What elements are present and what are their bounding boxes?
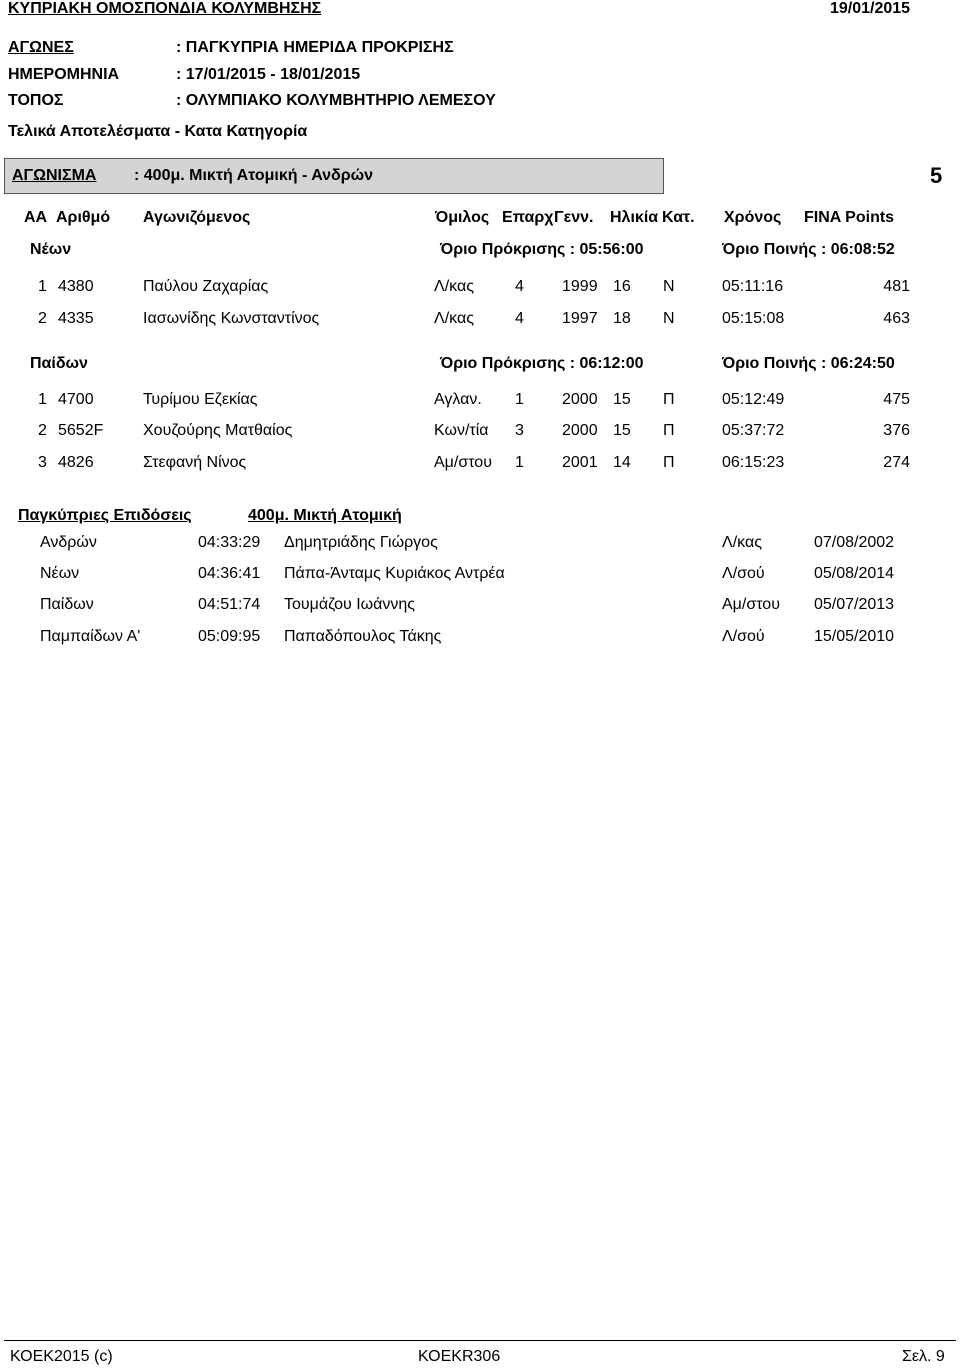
print-date: 19/01/2015 [830, 0, 911, 17]
record-club: Αμ/στου [722, 596, 780, 613]
cell-id: 5652F [58, 422, 104, 439]
meta-label-date: ΗΜΕΡΟΜΗΝΙΑ [8, 66, 120, 83]
record-category: Ανδρών [40, 534, 97, 551]
cell-age: 18 [613, 310, 631, 327]
federation-title: ΚΥΠΡΙΑΚΗ ΟΜΟΣΠΟΝΔΙΑ ΚΟΛΥΜΒΗΣΗΣ [8, 0, 322, 17]
meta-label-competition: ΑΓΩΝΕΣ [8, 39, 74, 56]
cell-points: 376 [883, 422, 910, 439]
cell-time: 05:15:08 [722, 310, 785, 327]
cell-rank: 1 [38, 391, 47, 408]
event-label: ΑΓΩΝΙΣΜΑ [12, 167, 97, 184]
records-event: 400μ. Μικτή Ατομική [248, 507, 402, 524]
cell-club: Λ/κας [434, 310, 474, 327]
cell-id: 4335 [58, 310, 94, 327]
col-time: Χρόνος [724, 209, 782, 226]
record-holder: Πάπα-Άνταμς Κυριάκος Αντρέα [284, 565, 505, 582]
record-holder: Παπαδόπουλος Τάκης [284, 628, 442, 645]
cell-district: 4 [515, 310, 524, 327]
footer-divider [4, 1340, 956, 1341]
cell-time: 05:12:49 [722, 391, 785, 408]
record-date: 07/08/2002 [814, 534, 895, 551]
cell-age: 15 [613, 391, 631, 408]
cell-name: Παύλου Ζαχαρίας [143, 278, 269, 295]
cell-rank: 1 [38, 278, 47, 295]
record-date: 15/05/2010 [814, 628, 895, 645]
cell-club: Λ/κας [434, 278, 474, 295]
cell-club: Αγλαν. [434, 391, 482, 408]
meta-value-competition: : ΠΑΓΚΥΠΡΙΑ ΗΜΕΡΙΔΑ ΠΡΟΚΡΙΣΗΣ [176, 39, 454, 56]
cell-time: 05:11:16 [722, 278, 784, 295]
cell-age: 14 [613, 454, 631, 471]
footer-page-number: Σελ. 9 [902, 1348, 945, 1365]
cell-year: 1999 [562, 278, 598, 295]
record-holder: Δημητριάδης Γιώργος [284, 534, 438, 551]
event-number: 5 [930, 163, 943, 188]
record-category: Παμπαίδων Α' [40, 628, 141, 645]
cell-district: 4 [515, 278, 524, 295]
cell-name: Ιασωνίδης Κωνσταντίνος [143, 310, 320, 327]
cell-points: 274 [883, 454, 910, 471]
group-qualifying-limit: Όριο Πρόκρισης : 06:12:00 [440, 355, 644, 372]
record-club: Λ/κας [722, 534, 762, 551]
cell-age: 15 [613, 422, 631, 439]
col-age: Ηλικία [610, 209, 659, 226]
col-year: Γενν. [554, 209, 594, 226]
cell-category: Ν [663, 310, 675, 327]
cell-year: 1997 [562, 310, 598, 327]
group-name: Νέων [30, 241, 72, 258]
col-id: Αριθμό [56, 209, 111, 226]
record-date: 05/08/2014 [814, 565, 895, 582]
col-rank: ΑΑ [24, 209, 48, 226]
footer-report-code: ΚΟΕΚR306 [418, 1348, 501, 1365]
cell-category: Π [663, 454, 675, 471]
cell-points: 481 [883, 278, 910, 295]
cell-age: 16 [613, 278, 631, 295]
cell-club: Κων/τία [434, 422, 489, 439]
cell-district: 1 [515, 454, 524, 471]
cell-id: 4826 [58, 454, 94, 471]
records-title: Παγκύπριες Επιδόσεις [18, 507, 192, 524]
cell-year: 2000 [562, 422, 598, 439]
record-club: Λ/σού [722, 565, 765, 582]
cell-time: 05:37:72 [722, 422, 785, 439]
event-name: : 400μ. Μικτή Ατομική - Ανδρών [134, 167, 374, 184]
cell-year: 2001 [562, 454, 598, 471]
report-title: Τελικά Αποτελέσματα - Κατα Κατηγορία [8, 123, 308, 140]
cell-year: 2000 [562, 391, 598, 408]
cell-name: Χουζούρης Ματθαίος [143, 422, 293, 439]
meta-value-venue: : ΟΛΥΜΠΙΑΚΟ ΚΟΛΥΜΒΗΤΗΡΙΟ ΛΕΜΕΣΟΥ [176, 92, 496, 109]
record-category: Νέων [40, 565, 80, 582]
cell-rank: 2 [38, 422, 47, 439]
cell-category: Ν [663, 278, 675, 295]
record-time: 04:33:29 [198, 534, 261, 551]
cell-rank: 2 [38, 310, 47, 327]
cell-club: Αμ/στου [434, 454, 492, 471]
cell-id: 4700 [58, 391, 94, 408]
col-category: Κατ. [662, 209, 695, 226]
group-qualifying-limit: Όριο Πρόκρισης : 05:56:00 [440, 241, 644, 258]
meta-value-date: : 17/01/2015 - 18/01/2015 [176, 66, 361, 83]
group-penalty-limit: Όριο Ποινής : 06:08:52 [722, 241, 895, 258]
record-category: Παίδων [40, 596, 94, 613]
cell-district: 3 [515, 422, 524, 439]
col-points: FINA Points [804, 209, 895, 226]
group-penalty-limit: Όριο Ποινής : 06:24:50 [722, 355, 895, 372]
cell-category: Π [663, 422, 675, 439]
cell-time: 06:15:23 [722, 454, 785, 471]
record-time: 05:09:95 [198, 628, 261, 645]
col-club: Όμιλος [435, 209, 490, 226]
record-time: 04:51:74 [198, 596, 261, 613]
record-holder: Τουμάζου Ιωάννης [284, 596, 416, 613]
cell-points: 463 [883, 310, 910, 327]
cell-name: Στεφανή Νίνος [143, 454, 247, 471]
footer-copyright: ΚΟΕΚ2015 (c) [10, 1348, 113, 1365]
cell-id: 4380 [58, 278, 94, 295]
record-club: Λ/σού [722, 628, 765, 645]
cell-name: Τυρίμου Εζεκίας [143, 391, 258, 408]
cell-district: 1 [515, 391, 524, 408]
meta-label-venue: ΤΟΠΟΣ [8, 92, 64, 109]
cell-points: 475 [883, 391, 910, 408]
record-date: 05/07/2013 [814, 596, 895, 613]
cell-category: Π [663, 391, 675, 408]
col-district: Επαρχ [502, 209, 554, 226]
group-name: Παίδων [30, 355, 88, 372]
cell-rank: 3 [38, 454, 47, 471]
record-time: 04:36:41 [198, 565, 261, 582]
col-name: Αγωνιζόμενος [143, 209, 251, 226]
